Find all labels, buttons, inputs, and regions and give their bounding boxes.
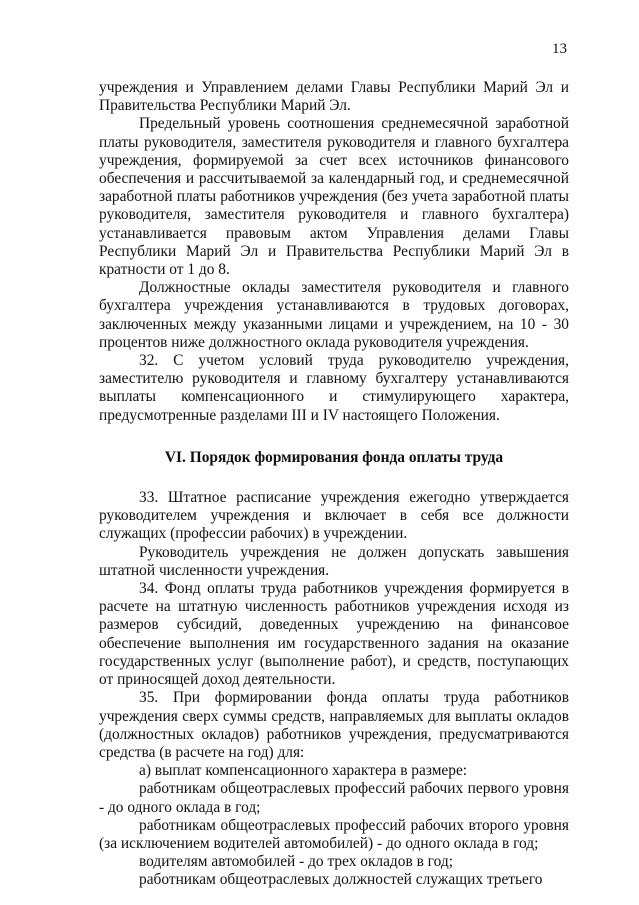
paragraph-deputy-salaries: Должностные оклады заместителя руководителя и главного бухгалтера учреждения устанавливаются в трудовых договорах, заключенных между указанными лицами и учреждением, на 10 - 30 процентов ниже должностного оклада руководителя учреждения. [99, 279, 569, 351]
paragraph-continuation: учреждения и Управлением делами Главы Республики Марий Эл и Правительства Республики Марий Эл. [99, 79, 569, 115]
paragraph-staffing-limit: Руководитель учреждения не должен допускать завышения штатной численности учреждения. [99, 543, 569, 579]
page-number: 13 [552, 41, 567, 57]
paragraph-salary-ratio: Предельный уровень соотношения среднемесячной заработной платы руководителя, заместителя руководителя и главного бухгалтера учреждения, формируемой за счет всех источников финансового обеспечения и рассчитываемой за календарный год, и среднемесячной заработной платы работников учреждения (без учета заработной платы руководителя, заместителя руководителя и главного бухгалтера) устанавливается правовым актом Управления делами Главы Республики Марий Эл и Правительства Республики Марий Эл в кратности от 1 до 8. [99, 115, 569, 279]
paragraph-33: 33. Штатное расписание учреждения ежегодно утверждается руководителем учреждения и включает в себя все должности служащих (профессии рабочих) в учреждении. [99, 489, 569, 543]
list-item-employees-level-3: работникам общеотраслевых должностей служащих третьего [139, 871, 543, 889]
paragraph-32: 32. С учетом условий труда руководителю учреждения, заместителю руководителя и главному бухгалтеру устанавливаются выплаты компенсационного и стимулирующего характера, предусмотренные разделами III и IV настоящего Положения. [99, 352, 569, 424]
paragraph-34: 34. Фонд оплаты труда работников учреждения формируется в расчете на штатную численность работников учреждения исходя из размеров субсидий, доведенных учреждению на финансовое обеспечение выполнения им государственного задания на оказание государственных услуг (выполнение работ), и средств, поступающих от приносящей доход деятельности. [99, 580, 569, 689]
list-item-workers-level-1: работникам общеотраслевых профессий рабочих первого уровня - до одного оклада в год; [99, 780, 569, 816]
document-body [99, 79, 569, 890]
list-item-a: а) выплат компенсационного характера в размере: [139, 762, 468, 780]
list-item-workers-level-2: работникам общеотраслевых профессий рабочих второго уровня (за исключением водителей автомобилей) - до одного оклада в год; [99, 816, 569, 852]
list-item-drivers: водителям автомобилей - до трех окладов в год; [139, 853, 453, 871]
section-heading: VI. Порядок формирования фонда оплаты труда [164, 448, 504, 466]
paragraph-35: 35. При формировании фонда оплаты труда работников учреждения сверх суммы средств, направляемых для выплаты окладов (должностных окладов) работников учреждения, предусматриваются средства (в расчете на год) для: [99, 689, 569, 761]
